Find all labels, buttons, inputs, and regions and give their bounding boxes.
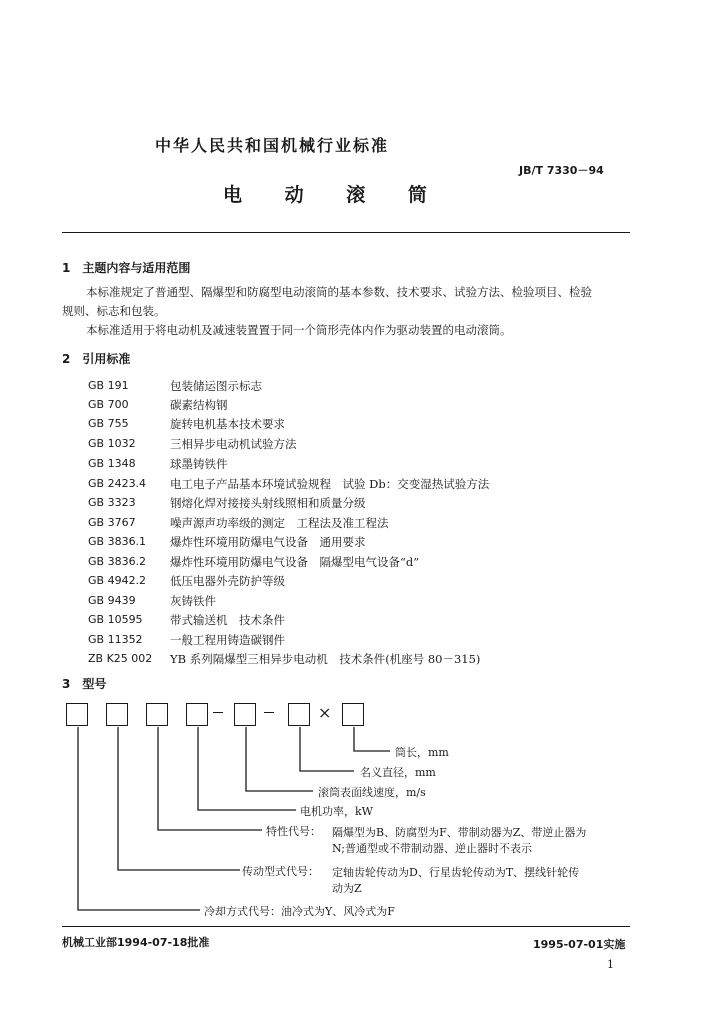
reference-title: 三相异步电动机试验方法 [170,437,297,451]
label-cooling: 冷却方式代号：油冷式为Y、风冷式为F [204,905,395,918]
reference-code: GB 3767 [88,516,136,529]
reference-code: GB 11352 [88,633,143,646]
reference-title: 旋转电机基本技术要求 [170,417,285,431]
organization-title: 中华人民共和国机械行业标准 [155,136,390,155]
reference-code: GB 3323 [88,496,136,509]
document-title: 电 动 滚 筒 [223,184,445,206]
multiply-sign: × [318,703,332,722]
effective-date: 1995-07-01实施 [533,938,626,951]
reference-title: 包装储运图示标志 [170,379,262,393]
reference-title: 低压电器外壳防护等级 [170,574,285,588]
reference-title: 球墨铸铁件 [170,457,228,471]
reference-code: GB 755 [88,417,129,430]
label-speed: 滚筒表面线速度，m/s [318,786,426,799]
section-1-paragraph-2: 本标准适用于将电动机及减速装置置于同一个筒形壳体内作为驱动装置的电动滚筒。 [86,323,512,337]
reference-title: 灰铸铁件 [170,594,216,608]
reference-code: GB 1032 [88,437,136,450]
footer-rule [62,926,630,927]
reference-title: 电工电子产品基本环境试验规程 试验 Db：交变湿热试验方法 [170,477,490,491]
reference-code: GB 1348 [88,457,136,470]
label-drive-line-1: 定轴齿轮传动为D、行星齿轮传动为T、摆线针轮传 [332,866,580,879]
reference-code: ZB K25 002 [88,652,153,665]
label-feature-key: 特性代号： [266,825,321,838]
reference-title: 一般工程用铸造碳钢件 [170,633,285,647]
reference-title: 钢熔化焊对接接头射线照相和质量分级 [170,496,366,510]
section-1-paragraph-1-line-2: 规则、标志和包装。 [62,304,166,318]
reference-title: 碳素结构钢 [170,398,228,412]
reference-title: YB 系列隔爆型三相异步电动机 技术条件(机座号 80－315) [170,652,481,666]
label-power: 电机功率，kW [300,805,373,818]
section-1-paragraph-1-line-1: 本标准规定了普通型、隔爆型和防腐型电动滚筒的基本参数、技术要求、试验方法、检验项目、检验 [86,285,592,299]
reference-code: GB 700 [88,398,129,411]
reference-code: GB 10595 [88,613,143,626]
reference-code: GB 4942.2 [88,574,147,587]
section-2-heading: 2 引用标准 [62,352,131,366]
page-number: 1 [607,958,614,971]
section-3-heading: 3 型号 [62,677,107,691]
reference-title: 爆炸性环境用防爆电气设备 通用要求 [170,535,366,549]
label-diameter: 名义直径，mm [360,766,436,779]
reference-title: 带式输送机 技术条件 [170,613,285,627]
label-drive-line-2: 动为Z [332,882,362,895]
reference-title: 爆炸性环境用防爆电气设备 隔爆型电气设备“d” [170,555,420,569]
label-drive-key: 传动型式代号： [242,865,319,878]
reference-code: GB 9439 [88,594,136,607]
label-feature-line-2: N;普通型或不带制动器、逆止器时不表示 [332,842,532,855]
reference-code: GB 191 [88,379,129,392]
standard-code: JB/T 7330－94 [519,164,604,177]
section-1-heading: 1 主题内容与适用范围 [62,261,191,275]
label-length: 筒长，mm [395,746,449,759]
label-feature-line-1: 隔爆型为B、防腐型为F、带制动器为Z、带逆止器为 [332,826,587,839]
reference-code: GB 3836.2 [88,555,147,568]
reference-code: GB 2423.4 [88,477,147,490]
reference-title: 噪声源声功率级的测定 工程法及准工程法 [170,516,389,530]
approval-date: 机械工业部1994-07-18批准 [62,936,210,949]
reference-code: GB 3836.1 [88,535,147,548]
